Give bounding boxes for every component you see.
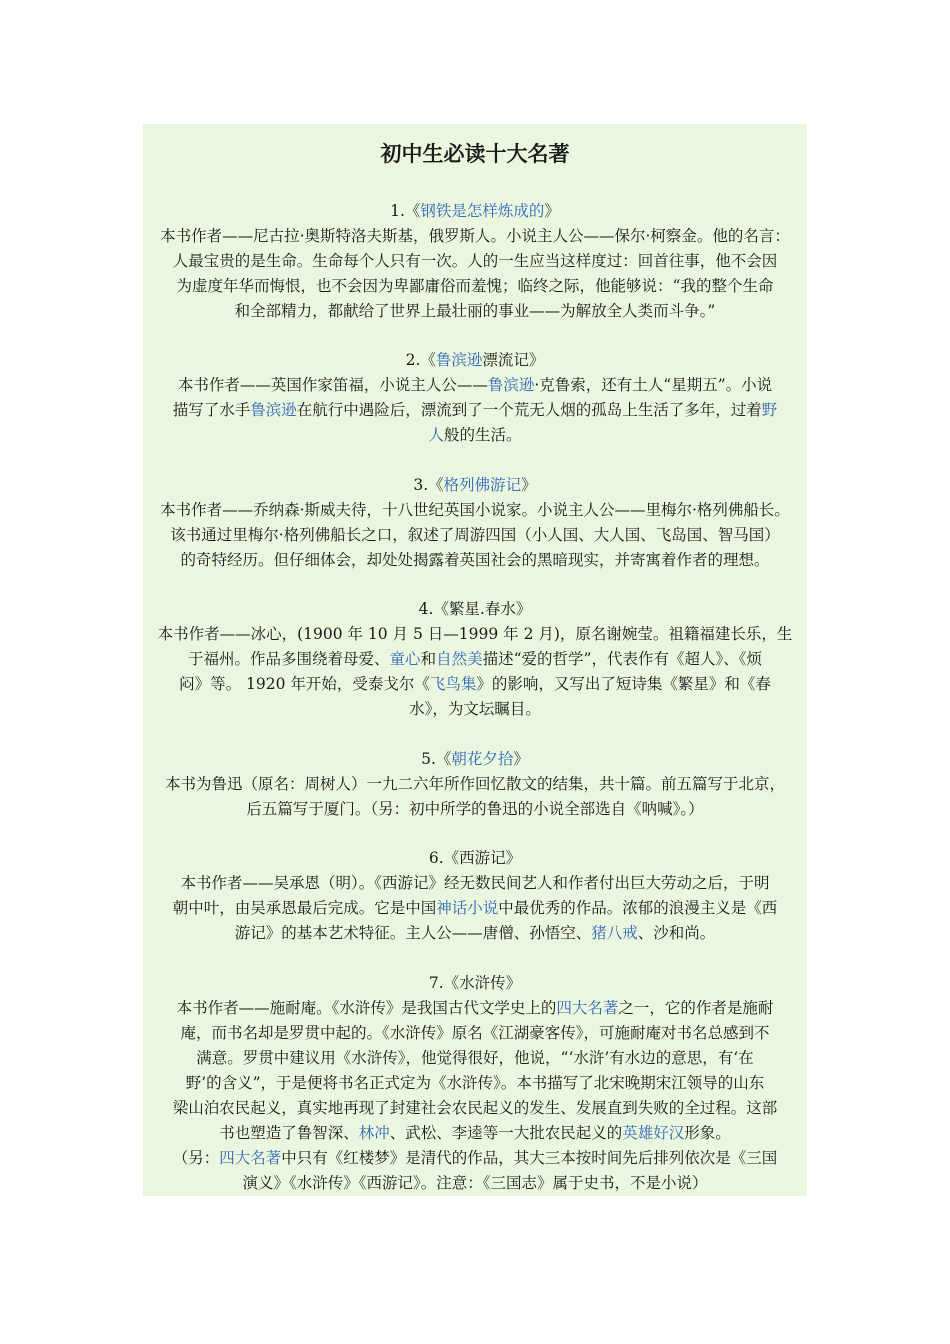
section-text-line: [143, 1121, 807, 1146]
section-heading: [143, 747, 807, 772]
text-run: （另：: [172, 1149, 220, 1167]
section-text-line: [143, 1171, 807, 1196]
section-text-line: [143, 1096, 807, 1121]
inline-link[interactable]: 鲁滨逊: [435, 351, 483, 369]
text-run: 在航行中遇险后，漂流到了一个荒无人烟的孤岛上生活了多年，过着: [296, 401, 762, 419]
text-run: 般的生活。: [444, 426, 522, 444]
book-section: [143, 473, 807, 573]
page-title: 初中生必读十大名著: [380, 141, 570, 166]
inline-link[interactable]: 鲁滨逊: [250, 401, 297, 419]
text-run: 和全部精力，都献给了世界上最壮丽的事业——为解放全人类而斗争。”: [234, 302, 716, 320]
text-run: 庵，而书名却是罗贯中起的。《水浒传》原名《江湖豪客传》，可施耐庵对书名总感到不: [180, 1024, 770, 1042]
text-run: 后五篇写于厦门。（另：初中所学的鲁迅的小说全部选自《呐喊》。）: [246, 800, 704, 818]
text-run: 之一，它的作者是施耐: [618, 999, 774, 1017]
text-run: 、武松、李逵等一大批农民起义的: [389, 1124, 623, 1142]
text-run: 本书作者——尼古拉·奥斯特洛夫斯基，俄罗斯人。小说主人公——保尔·柯察金。他的名言：: [160, 227, 790, 245]
section-text-line: [143, 548, 807, 573]
section-heading: [143, 597, 807, 622]
section-heading: [143, 199, 807, 224]
text-run: 1.《: [390, 202, 421, 220]
text-run: 本书作者——英国作家笛福，小说主人公——: [177, 376, 488, 394]
text-run: 和: [420, 650, 437, 668]
book-section: [143, 199, 807, 324]
text-run: 该书通过里梅尔·格列佛船长之口，叙述了周游四国（小人国、大人国、飞岛国、智马国）: [170, 526, 780, 544]
inline-link[interactable]: 英雄好汉: [622, 1124, 685, 1142]
text-run: 人最宝贵的是生命。生命每个人只有一次。人的一生应当这样度过：回首往事，他不会因: [172, 252, 778, 270]
book-section: [143, 846, 807, 946]
text-run: 朝中叶，由吴承恩最后完成。它是中国: [172, 899, 437, 917]
text-run: 描写了水手: [172, 401, 251, 419]
text-run: 6.《西游记》: [428, 849, 522, 867]
text-run: 2.《: [405, 351, 436, 369]
inline-link[interactable]: 神话小说: [436, 899, 499, 917]
text-run: ·克鲁索，还有土人“星期五”。小说: [534, 376, 773, 394]
inline-link[interactable]: 童心: [389, 650, 421, 668]
text-run: 闷》等。 1920 年开始，受泰戈尔《: [179, 675, 430, 693]
inline-link[interactable]: 猪八戒: [591, 924, 638, 942]
text-run: 梁山泊农民起义，真实地再现了封建社会农民起义的发生、发展直到失败的全过程。这部: [172, 1099, 778, 1117]
inline-link[interactable]: 钢铁是怎样炼成的: [420, 202, 545, 220]
inline-link[interactable]: 林冲: [358, 1124, 390, 1142]
section-text-line: [143, 1046, 807, 1071]
text-run: 中最优秀的作品。浓郁的浪漫主义是《西: [498, 899, 778, 917]
inline-link[interactable]: 鲁滨逊: [487, 376, 535, 394]
section-text-line: [143, 797, 807, 822]
text-run: 的奇特经历。但仔细体会，却处处揭露着英国社会的黑暗现实，并寄寓着作者的理想。: [180, 551, 770, 569]
section-heading: [143, 348, 807, 373]
section-text-line: [143, 647, 807, 672]
section-text-line: [143, 224, 807, 249]
section-text-line: [143, 523, 807, 548]
inline-link[interactable]: 飞鸟集: [429, 675, 477, 693]
section-text-line: [143, 274, 807, 299]
inline-link[interactable]: 野: [761, 401, 778, 419]
inline-link[interactable]: 自然美: [436, 650, 483, 668]
section-heading: [143, 971, 807, 996]
section-text-line: [143, 423, 807, 448]
text-run: 4.《繁星.春水》: [418, 600, 532, 618]
text-run: 5.《: [421, 750, 452, 768]
text-run: 中只有《红楼梦》是清代的作品，其大三本按时间先后排列依次是《三国: [281, 1149, 778, 1167]
section-text-line: [143, 871, 807, 896]
section-text-line: [143, 1021, 807, 1046]
text-run: 》: [513, 750, 529, 768]
section-text-line: [143, 373, 807, 398]
text-run: 描述“爱的哲学”，代表作有《超人》、《烦: [482, 650, 762, 668]
section-text-line: [143, 996, 807, 1021]
text-run: 》: [521, 476, 537, 494]
text-run: 漂流记》: [482, 351, 545, 369]
section-heading: [143, 473, 807, 498]
text-run: 》: [544, 202, 560, 220]
text-run: 演义》《水浒传》《西游记》。注意：《三国志》属于史书，不是小说）: [242, 1174, 708, 1192]
text-run: 野’的含义”，于是便将书名正式定为《水浒传》。本书描写了北宋晚期宋江领导的山东: [185, 1074, 765, 1092]
text-run: 书也塑造了鲁智深、: [219, 1124, 359, 1142]
text-run: 本书作者——乔纳森·斯威夫待，十八世纪英国小说家。小说主人公——里梅尔·格列佛船长。: [160, 501, 790, 519]
text-run: 本书作者——施耐庵。《水浒传》是我国古代文学史上的: [176, 999, 557, 1017]
book-section: [143, 971, 807, 1196]
section-text-line: [143, 772, 807, 797]
inline-link[interactable]: 四大名著: [556, 999, 619, 1017]
section-text-line: [143, 672, 807, 697]
book-section: [143, 597, 807, 722]
section-text-line: [143, 299, 807, 324]
section-text-line: [143, 498, 807, 523]
section-text-line: [143, 1146, 807, 1171]
section-text-line: [143, 896, 807, 921]
section-heading: [143, 846, 807, 871]
text-run: 本书作者——冰心，(1900 年 10 月 5 日—1999 年 2 月)，原名谢婉莹。祖籍福建长乐，生: [157, 625, 793, 643]
text-run: 于福州。作品多围绕着母爱、: [188, 650, 390, 668]
inline-link[interactable]: 人: [428, 426, 444, 444]
text-run: 3.《: [413, 476, 444, 494]
text-run: 》的影响，又写出了短诗集《繁星》和《春: [476, 675, 771, 693]
inline-link[interactable]: 朝花夕拾: [451, 750, 514, 768]
inline-link[interactable]: 格列佛游记: [443, 476, 522, 494]
section-text-line: [143, 249, 807, 274]
text-run: 形象。: [684, 1124, 731, 1142]
text-run: 、沙和尚。: [637, 924, 716, 942]
text-run: 为虚度年华而悔恨，也不会因为卑鄙庸俗而羞愧；临终之际，他能够说：“我的整个生命: [176, 277, 774, 295]
text-run: 游记》的基本艺术特征。主人公——唐僧、孙悟空、: [234, 924, 592, 942]
section-text-line: [143, 921, 807, 946]
section-text-line: [143, 1071, 807, 1096]
section-text-line: [143, 398, 807, 423]
section-text-line: [143, 697, 807, 722]
book-section: [143, 747, 807, 822]
text-run: 本书为鲁迅（原名：周树人）一九二六年所作回忆散文的结集，共十篇。前五篇写于北京，: [164, 775, 785, 793]
book-section: [143, 348, 807, 448]
inline-link[interactable]: 四大名著: [219, 1149, 282, 1167]
text-run: 本书作者——吴承恩（明）。《西游记》经无数民间艺人和作者付出巨大劳动之后，于明: [180, 874, 770, 892]
text-run: 满意。罗贯中建议用《水浒传》，他觉得很好，他说，“‘水浒’有水边的意思，有‘在: [196, 1049, 754, 1067]
section-text-line: [143, 622, 807, 647]
text-run: 水》，为文坛瞩目。: [409, 700, 541, 718]
text-run: 7.《水浒传》: [428, 974, 522, 992]
